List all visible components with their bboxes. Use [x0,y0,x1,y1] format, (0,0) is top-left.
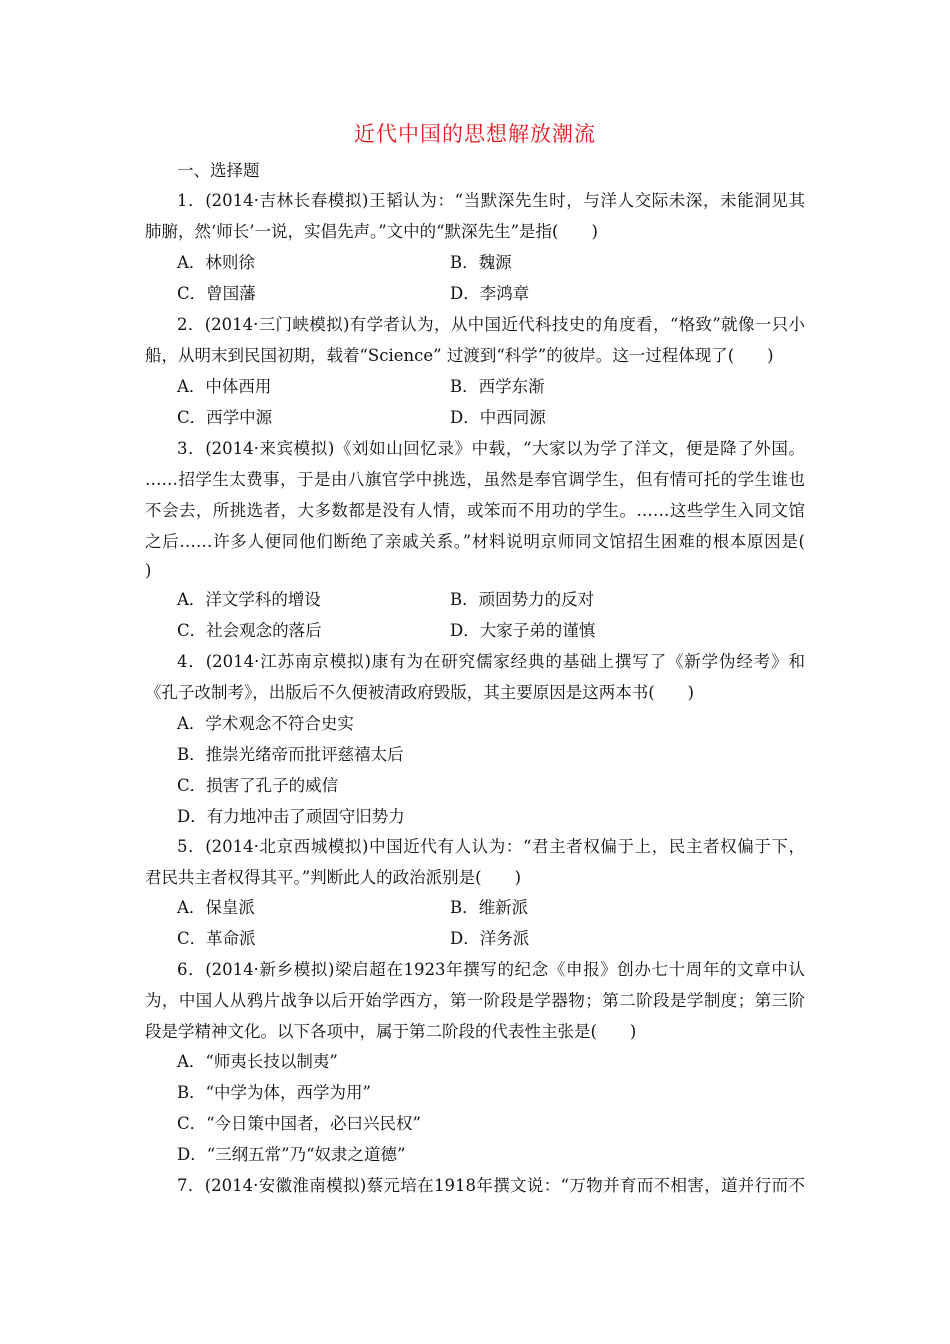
question-3-line-4: 之后……许多人便同他们断绝了亲戚关系。”材料说明京师同文馆招生困难的根本原因是( [145,532,805,551]
question-4-option-b: B．推崇光绪帝而批评慈禧太后 [177,745,404,764]
question-3-option-c: C．社会观念的落后 [177,621,322,640]
question-1-line-1: 1．(2014·吉林长春模拟)王韬认为：“当默深先生时，与洋人交际未深，未能洞见其 [177,191,805,210]
question-3-line-2: ……招学生太费事，于是由八旗官学中挑选，虽然是奉官调学生，但有情可托的学生谁也 [145,470,805,489]
question-6-option-d: D．“三纲五常”乃“奴隶之道德” [177,1145,406,1164]
question-6-line-3: 段是学精神文化。以下各项中，属于第二阶段的代表性主张是( ) [145,1022,637,1041]
question-7-line-1: 7．(2014·安徽淮南模拟)蔡元培在1918年撰文说：“万物并育而不相害，道并行而不 [177,1176,805,1195]
question-5-line-2: 君民共主者权得其平。”判断此人的政治派别是( ) [145,868,522,887]
question-6-line-1: 6．(2014·新乡模拟)梁启超在1923年撰写的纪念《申报》创办七十周年的文章中认 [177,960,805,979]
question-4-line-1: 4．(2014·江苏南京模拟)康有为在研究儒家经典的基础上撰写了《新学伪经考》和 [177,652,805,671]
question-3-line-3: 不会去，所挑选者，大多数都是没有人情，或笨而不用功的学生。……这些学生入同文馆 [145,501,805,520]
question-4-option-d: D．有力地冲击了顽固守旧势力 [177,807,405,826]
question-1-option-a: A．林则徐 [177,253,255,272]
question-5-line-1: 5．(2014·北京西城模拟)中国近代有人认为：“君主者权偏于上，民主者权偏于下， [177,837,805,856]
question-2-option-d: D．中西同源 [450,408,546,427]
question-1-option-c: C．曾国藩 [177,284,256,303]
page-title: 近代中国的思想解放潮流 [354,122,596,146]
question-4-option-a: A．学术观念不符合史实 [177,714,354,733]
question-6-option-a: A．“师夷长技以制夷” [177,1052,338,1071]
question-5-option-a: A．保皇派 [177,898,255,917]
question-6-option-b: B．“中学为体，西学为用” [177,1083,371,1102]
question-1-option-d: D．李鸿章 [450,284,530,303]
question-2-option-b: B．西学东渐 [450,377,545,396]
question-5-option-c: C．革命派 [177,929,256,948]
question-4-option-c: C．损害了孔子的威信 [177,776,339,795]
question-4-line-2: 《孔子改制考》，出版后不久便被清政府毁版，其主要原因是这两本书( ) [145,683,695,702]
question-5-option-b: B．维新派 [450,898,529,917]
question-3-option-b: B．顽固势力的反对 [450,590,595,609]
question-2-line-2: 船，从明末到民国初期，载着“Science” 过渡到“科学”的彼岸。这一过程体现了( ) [145,346,774,365]
section-heading: 一、选择题 [177,161,260,180]
question-1-line-2: 肺腑，然‘师长’一说，实倡先声。”文中的“默深先生”是指( ) [145,222,598,241]
question-2-option-a: A．中体西用 [177,377,272,396]
question-3-line-1: 3．(2014·来宾模拟)《刘如山回忆录》中载，“大家以为学了洋文，便是降了外国。 [177,439,805,458]
question-1-option-b: B．魏源 [450,253,512,272]
question-6-line-2: 为，中国人从鸦片战争以后开始学西方，第一阶段是学器物；第二阶段是学制度；第三阶 [145,991,805,1010]
question-2-line-1: 2．(2014·三门峡模拟)有学者认为，从中国近代科技史的角度看，“格致”就像一只小 [177,315,805,334]
question-3-option-a: A．洋文学科的增设 [177,590,321,609]
question-5-option-d: D．洋务派 [450,929,530,948]
question-3-line-5: ) [145,561,152,580]
question-2-option-c: C．西学中源 [177,408,273,427]
question-6-option-c: C．“今日策中国者，必曰兴民权” [177,1114,421,1133]
question-3-option-d: D．大家子弟的谨慎 [450,621,596,640]
